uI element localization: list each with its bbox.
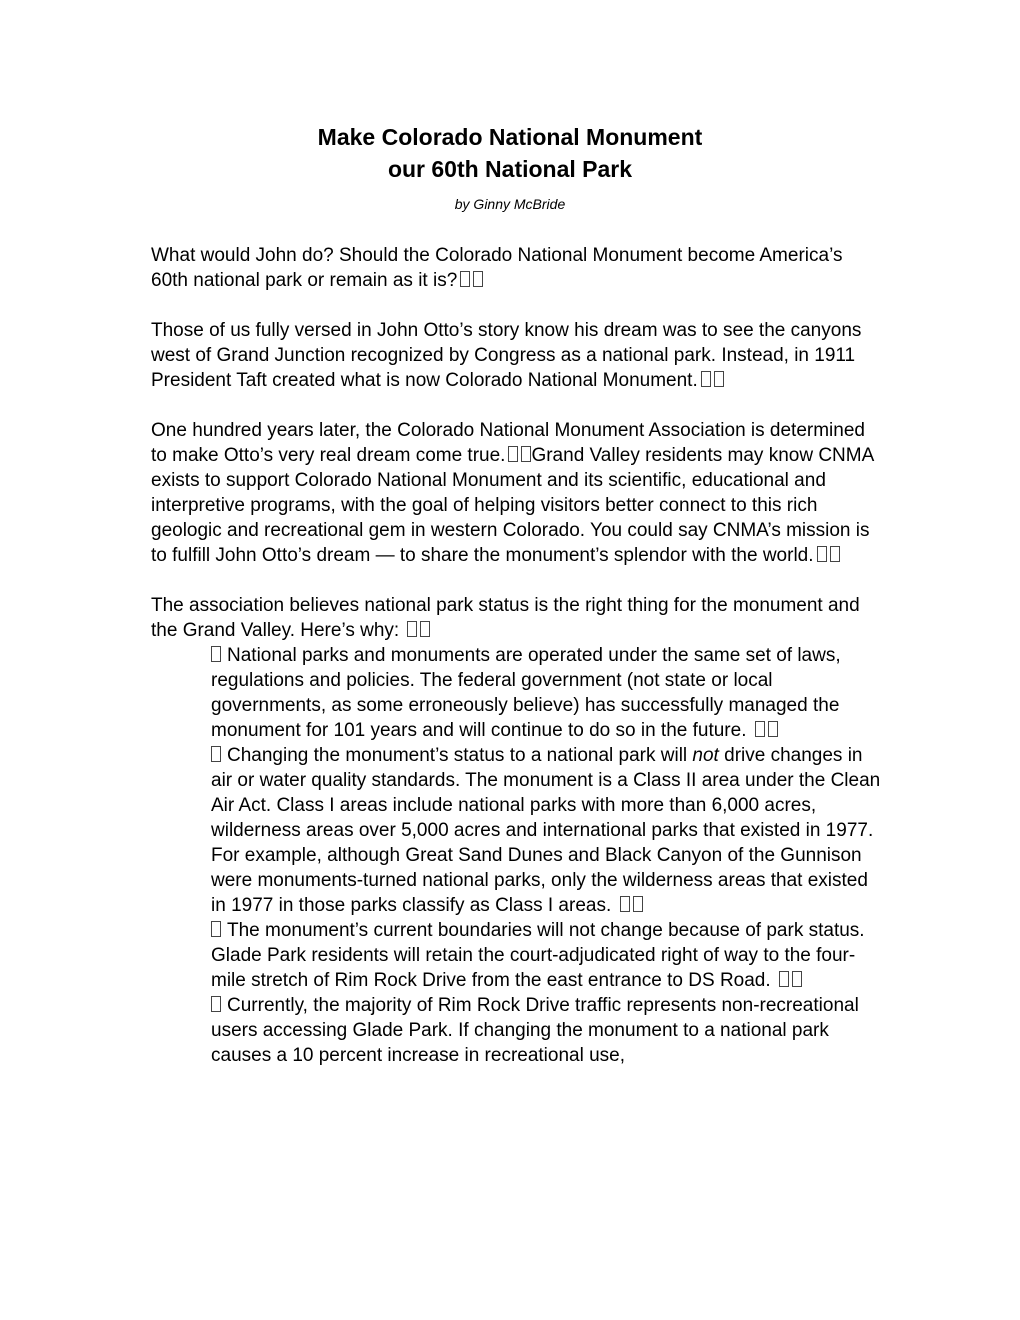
bullet-icon (211, 921, 221, 937)
list-item (211, 743, 881, 918)
list-item-text: drive changes in air or water quality standards. The monument is a Class II area under the Clean Air Act. Class I areas include national parks with more than 6,000 acres, wilderness areas over 5,000 acres and international parks that existed in 1977. For example, although Great Sand Dunes and Black Canyon of the Gunnison were monuments-turned national parks, only the wilderness areas that existed in 1977 in those parks classify as Class I areas. (211, 745, 881, 916)
bullet-icon (211, 746, 221, 762)
missing-glyph-icon (508, 446, 518, 462)
title-line-2: our 60th National Park (387, 156, 633, 182)
paragraph-2-text: Those of us fully versed in John Otto’s story know his dream was to see the canyons west of Grand Junction recognized by Congress as a national park. Instead, in 1911 President Taft created what is now Colorado National Monument. (151, 320, 862, 391)
list-item-text: Changing the monument’s status to a national park will (227, 745, 693, 766)
missing-glyph-icon (830, 546, 840, 562)
article-body (151, 243, 881, 1068)
list-item-text: The monument’s current boundaries will not change because of park status. Glade Park residents will retain the court-adjudicated right of way to the four-mile stretch of Rim Rock Drive from the east entrance to DS Road. (211, 920, 865, 991)
list-item (211, 643, 881, 743)
missing-glyph-icon (460, 271, 470, 287)
bullet-icon (211, 996, 221, 1012)
paragraph-5-text: The association believes national park status is the right thing for the monument and the Grand Valley. Here’s why: (151, 595, 860, 641)
reasons-list (151, 643, 881, 1068)
paragraph-1-text: What would John do? Should the Colorado National Monument become America’s 60th national park or remain as it is? (151, 245, 843, 291)
missing-glyph-icon (768, 721, 778, 737)
missing-glyph-icon (420, 621, 430, 637)
missing-glyph-icon (633, 896, 643, 912)
bullet-icon (211, 646, 221, 662)
missing-glyph-icon (407, 621, 417, 637)
list-item-text: Currently, the majority of Rim Rock Drive traffic represents non-recreational users accessing Glade Park. If changing the monument to a national park causes a 10 percent increase in recreational use, (211, 995, 859, 1066)
missing-glyph-icon (714, 371, 724, 387)
missing-glyph-icon (620, 896, 630, 912)
missing-glyph-icon (521, 446, 531, 462)
missing-glyph-icon (701, 371, 711, 387)
list-item (211, 993, 881, 1068)
paragraph-4-text: Grand Valley residents may know CNMA exists to support Colorado National Monument and its scientific, educational and interpretive programs, with the goal of helping visitors better connect to this rich geologic and recreational gem in western Colorado. You could say CNMA’s mission is to fulfill John Otto’s dream — to share the monument’s splendor with the world. (151, 445, 874, 566)
missing-glyph-icon (779, 971, 789, 987)
emphasis-text: not (692, 745, 719, 766)
paragraph-5 (151, 593, 881, 643)
missing-glyph-icon (792, 971, 802, 987)
paragraph-2 (151, 318, 881, 393)
missing-glyph-icon (755, 721, 765, 737)
paragraph-3 (151, 418, 881, 568)
title-line-1: Make Colorado National Monument (317, 124, 703, 150)
missing-glyph-icon (473, 271, 483, 287)
list-item (211, 918, 881, 993)
paragraph-1 (151, 243, 881, 293)
byline: by Ginny McBride (454, 196, 566, 212)
list-item-text: National parks and monuments are operated under the same set of laws, regulations and policies. The federal government (not state or local governments, as some erroneously believe) has successfully managed the monument for 101 years and will continue to do so in the future. (211, 645, 841, 741)
paragraph-3-text: One hundred years later, the Colorado National Monument Association is determined to make Otto’s very real dream come true. (151, 420, 865, 466)
missing-glyph-icon (817, 546, 827, 562)
